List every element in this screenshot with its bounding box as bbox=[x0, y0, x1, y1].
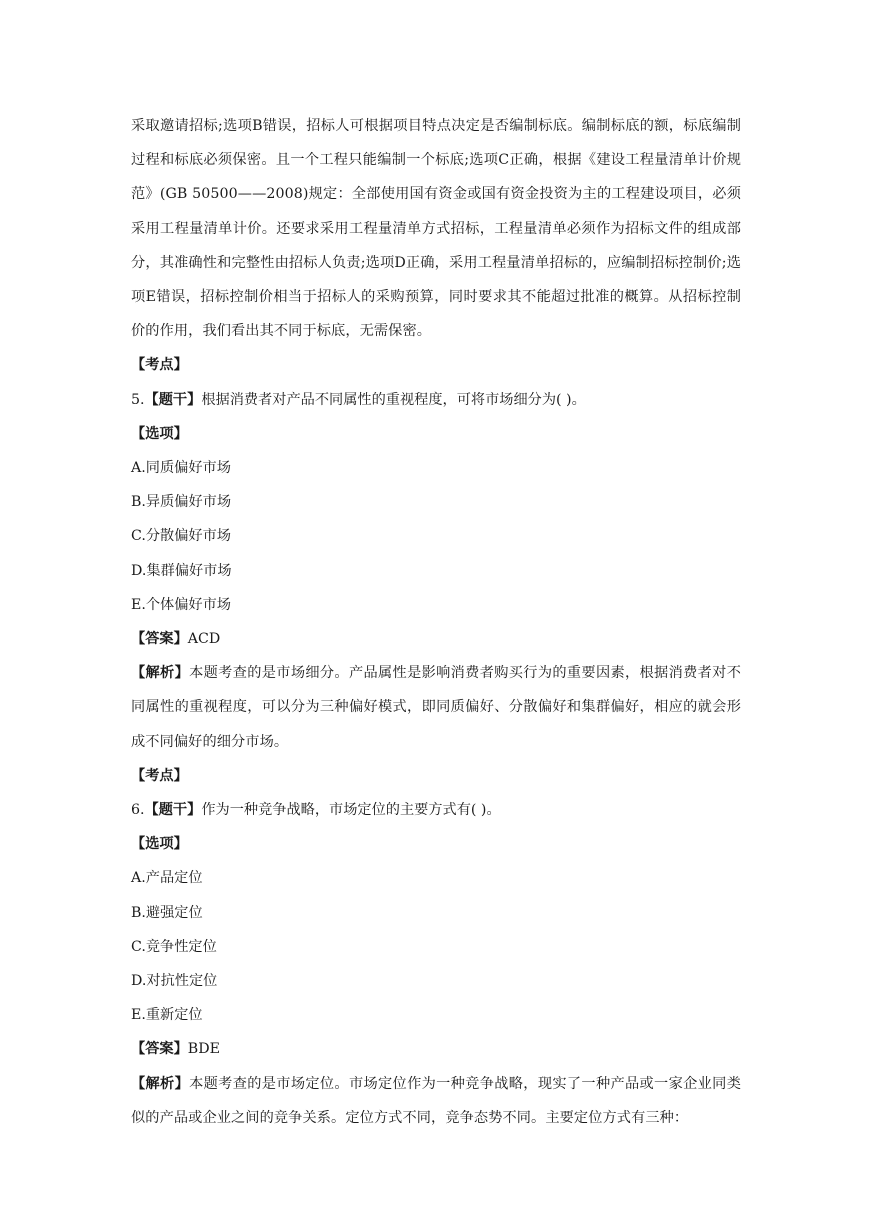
intro-paragraph: 采取邀请招标;选项B错误，招标人可根据项目特点决定是否编制标底。编制标底的额，标底编制过程和标底必须保密。且一个工程只能编制一个标底;选项C正确，根据《建设工程量清单计价规范》(GB 50500——2008)规定：全部使用国有资金或国有资金投资为主的工程建设项目，必须采用工程量清单计价。还要求采用工程量清单方式招标，工程量清单必须作为招标文件的组成部分，其准确性和完整性由招标人负责;选项D正确，采用工程量清单招标的，应编制招标控制价;选项E错误，招标控制价相当于招标人的采购预算，同时要求其不能超过批准的概算。从招标控制价的作用，我们看出其不同于标底，无需保密。 bbox=[131, 118, 741, 340]
question-number: 5. bbox=[131, 391, 145, 408]
option-b: B.异质偏好市场 bbox=[131, 494, 232, 511]
question-stem bbox=[131, 793, 741, 827]
answer-label: 【答案】 bbox=[131, 1041, 188, 1058]
option-c: C.分散偏好市场 bbox=[131, 528, 231, 545]
option-e: E.重新定位 bbox=[131, 1007, 203, 1024]
option-c: C.竞争性定位 bbox=[131, 938, 217, 955]
document-page bbox=[131, 109, 741, 1135]
option-d: D.对抗性定位 bbox=[131, 973, 218, 990]
answer-label: 【答案】 bbox=[131, 631, 188, 648]
option-e: E.个体偏好市场 bbox=[131, 596, 231, 613]
analysis-text: 本题考查的是市场定位。市场定位作为一种竞争战略，现实了一种产品或一家企业同类似的产品或企业之间的竞争关系。定位方式不同，竞争态势不同。主要定位方式有三种： bbox=[131, 1075, 741, 1126]
option-a: A.同质偏好市场 bbox=[131, 460, 231, 477]
option-b: B.避强定位 bbox=[131, 904, 203, 921]
question-number: 6. bbox=[131, 802, 145, 819]
stem-text: 根据消费者对产品不同属性的重视程度，可将市场细分为( )。 bbox=[201, 391, 586, 408]
kaodian-label: 【考点】 bbox=[131, 767, 188, 784]
stem-text: 作为一种竞争战略，市场定位的主要方式有( )。 bbox=[201, 802, 501, 819]
question-6 bbox=[131, 793, 741, 1135]
answer-line bbox=[131, 622, 741, 656]
analysis-paragraph bbox=[131, 656, 741, 759]
question-5 bbox=[131, 383, 741, 793]
analysis-paragraph bbox=[131, 1067, 741, 1135]
option-a: A.产品定位 bbox=[131, 870, 203, 887]
analysis-label: 【解析】 bbox=[131, 1075, 190, 1092]
analysis-text: 本题考查的是市场细分。产品属性是影响消费者购买行为的重要因素，根据消费者对不同属性的重视程度，可以分为三种偏好模式，即同质偏好、分散偏好和集群偏好，相应的就会形成不同偏好的细分市场。 bbox=[131, 665, 741, 750]
stem-label: 【题干】 bbox=[144, 802, 202, 819]
answer-value: BDE bbox=[187, 1041, 220, 1058]
answer-line bbox=[131, 1032, 741, 1066]
analysis-label: 【解析】 bbox=[131, 665, 190, 682]
option-d: D.集群偏好市场 bbox=[131, 562, 232, 579]
question-stem bbox=[131, 383, 741, 417]
answer-value: ACD bbox=[187, 631, 221, 648]
options-label: 【选项】 bbox=[131, 425, 188, 442]
options-label: 【选项】 bbox=[131, 836, 188, 853]
kaodian-label: 【考点】 bbox=[131, 357, 188, 374]
stem-label: 【题干】 bbox=[144, 391, 202, 408]
